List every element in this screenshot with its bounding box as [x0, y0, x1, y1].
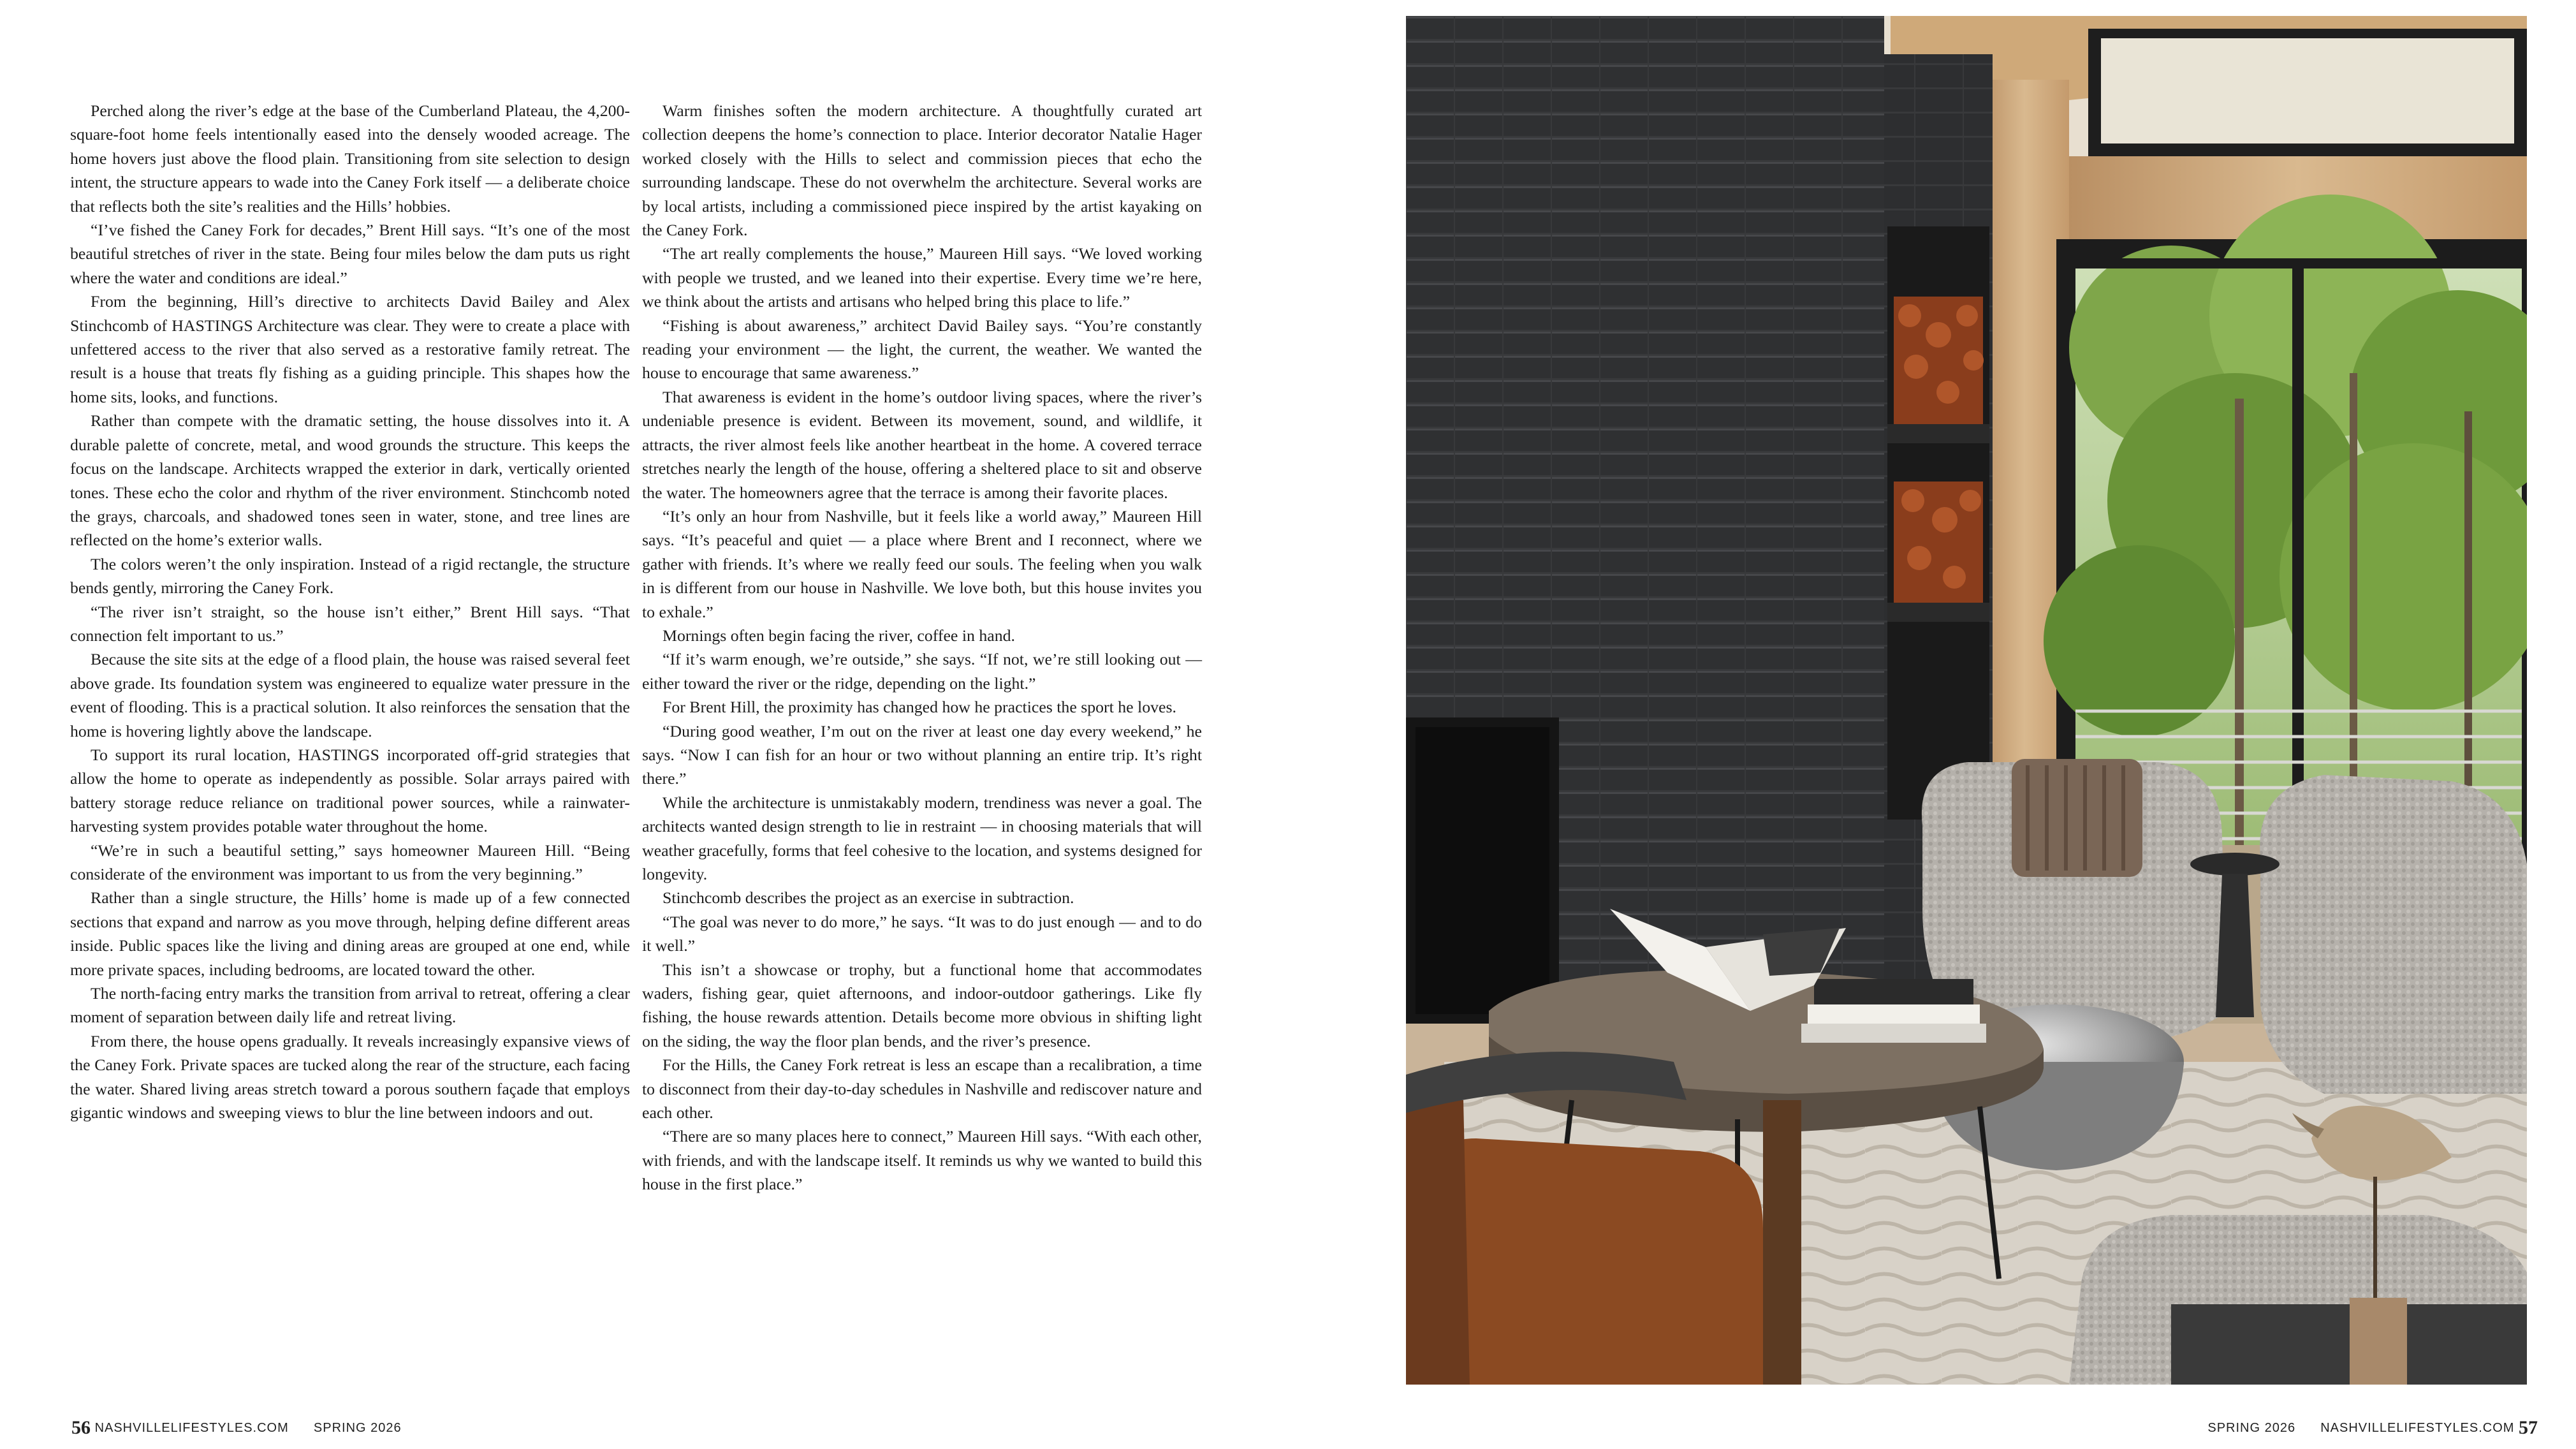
article-paragraph: From the beginning, Hill’s directive to architects David Bailey and Alex Stinchcomb of HASTINGS Architecture was clear. They were to create a place with unfettered access to the river that also served as a restorative family retreat. The result is a house that treats fly fishing as a guiding principle. This shapes how the home sits, looks, and functions.: [70, 292, 630, 406]
article-paragraph: For the Hills, the Caney Fork retreat is less an escape than a recalibration, a time to disconnect from their day-to-day schedules in Nashville and rediscover nature and each other.: [642, 1055, 1202, 1122]
article-paragraph: “We’re in such a beautiful setting,” says homeowner Maureen Hill. “Being considerate of the environment was important to us from the very beginning.”: [70, 841, 630, 883]
article-paragraph: Warm finishes soften the modern architecture. A thoughtfully curated art collection deepens the home’s connection to place. Interior decorator Natalie Hager worked closely with the Hills to select and commission pieces that echo the surrounding landscape. These do not overwhelm the architecture. Several works are by local artists, including a commissioned piece inspired by the artist kayaking on the Caney Fork.: [642, 101, 1202, 240]
article-paragraph: “The river isn’t straight, so the house isn’t either,” Brent Hill says. “That connection felt important to us.”: [70, 602, 630, 645]
article-paragraph: The north-facing entry marks the transition from arrival to retreat, offering a clear moment of separation between daily life and retreat living.: [70, 984, 630, 1027]
article-paragraph: “There are so many places here to connect,” Maureen Hill says. “With each other, with friends, and with the landscape itself. It reminds us why we wanted to build this house in the first place.”: [642, 1127, 1202, 1194]
page-number-left: 56: [71, 1417, 91, 1438]
footer-right: [2207, 1417, 2538, 1439]
article-column-right: [642, 99, 1202, 1196]
article-paragraph: “If it’s warm enough, we’re outside,” she says. “If not, we’re still looking out — either toward the river or the ridge, depending on the light.”: [642, 650, 1202, 693]
article-paragraph: Perched along the river’s edge at the base of the Cumberland Plateau, the 4,200-square-foot home feels intentionally eased into the densely wooded acreage. The home hovers just above the flood plain. Transitioning from site selection to design intent, the structure appears to wade into the Caney Fork itself — a deliberate choice that reflects both the site’s realities and the Hills’ hobbies.: [70, 101, 630, 216]
article-paragraph: From there, the house opens gradually. It reveals increasingly expansive views of the Caney Fork. Private spaces are tucked along the rear of the structure, each facing the water. Shared living areas stretch toward a porous southern façade that employs gigantic windows and sweeping views to blur the line between indoors and out.: [70, 1031, 630, 1122]
article-paragraph: That awareness is evident in the home’s outdoor living spaces, where the river’s undeniable presence is evident. Between its movement, sound, and wildlife, it attracts, the river almost feels like another heartbeat in the home. A covered terrace stretches nearly the length of the house, offering a sheltered place to sit and observe the water. The homeowners agree that the terrace is among their favorite places.: [642, 387, 1202, 502]
article-paragraph: “During good weather, I’m out on the river at least one day every weekend,” he says. “Now I can fish for an hour or two without planning an entire trip. It’s right there.”: [642, 721, 1202, 788]
footer-left: [71, 1417, 402, 1439]
article-paragraph: Mornings often begin facing the river, coffee in hand.: [662, 626, 1015, 645]
article-paragraph: “It’s only an hour from Nashville, but it feels like a world away,” Maureen Hill says. “It’s peaceful and quiet — a place where Brent and I reconnect, where we gather with friends. It’s where we really feed our souls. The feeling when you walk in is different from our house in Nashville. We love both, but this house invites you to exhale.”: [642, 506, 1202, 621]
article-paragraph: Rather than compete with the dramatic setting, the house dissolves into it. A durable palette of concrete, metal, and wood grounds the structure. This keeps the focus on the landscape. Architects wrapped the exterior in dark, vertically oriented tones. These echo the color and rhythm of the river environment. Stinchcomb noted the grays, charcoals, and shadowed tones seen in water, stone, and tree lines are reflected on the home’s exterior walls.: [70, 411, 630, 550]
site-url-left: NASHVILLELIFESTYLES.COM: [94, 1421, 289, 1435]
article-paragraph: The colors weren’t the only inspiration. Instead of a rigid rectangle, the structure bends gently, mirroring the Caney Fork.: [70, 554, 630, 598]
article-paragraph: This isn’t a showcase or trophy, but a functional home that accommodates waders, fishing gear, quiet afternoons, and indoor-outdoor gatherings. Like fly fishing, the house rewards attention. Details become more obvious in shifting light on the siding, the way the floor plan bends, and the river’s presence.: [642, 960, 1202, 1050]
article-paragraph: For Brent Hill, the proximity has changed how he practices the sport he loves.: [662, 698, 1176, 717]
page-number-right: 57: [2519, 1417, 2538, 1438]
article-column-left: [70, 99, 630, 1124]
article-paragraph: Stinchcomb describes the project as an exercise in subtraction.: [662, 888, 1074, 908]
article-paragraph: “The goal was never to do more,” he says. “It was to do just enough — and to do it well.”: [642, 912, 1202, 955]
site-url-right: NASHVILLELIFESTYLES.COM: [2320, 1421, 2515, 1435]
issue-left: SPRING 2026: [313, 1421, 402, 1435]
article-paragraph: To support its rural location, HASTINGS incorporated off-grid strategies that allow the home to operate as independently as possible. Solar arrays paired with battery storage reduce reliance on traditional power sources, while a rainwater-harvesting system provides potable water throughout the home.: [70, 745, 630, 836]
article-paragraph: “Fishing is about awareness,” architect David Bailey says. “You’re constantly reading your environment — the light, the current, the weather. We wanted the house to encourage that same awareness.”: [642, 316, 1202, 383]
article-paragraph: Because the site sits at the edge of a flood plain, the house was raised several feet above grade. Its foundation system was engineered to equalize water pressure in the event of flooding. This is a practical solution. It also reinforces the sensation that the home is hovering lightly above the landscape.: [70, 650, 630, 740]
article-paragraph: Rather than a single structure, the Hills’ home is made up of a few connected sections that expand and narrow as you move through, helping define different areas inside. Public spaces like the living and dining areas are grouped at one end, while more private spaces, including bedrooms, are located toward the other.: [70, 888, 630, 979]
article-paragraph: “I’ve fished the Caney Fork for decades,” Brent Hill says. “It’s one of the most beautiful stretches of river in the state. Being four miles below the dam puts us right where the water and conditions are ideal.”: [70, 221, 630, 287]
article-paragraph: “The art really complements the house,” Maureen Hill says. “We loved working with people we trusted, and we leaned into their expertise. Every time we’re here, we think about the artists and artisans who helped bring this place to life.”: [642, 244, 1202, 311]
article-paragraph: While the architecture is unmistakably modern, trendiness was never a goal. The architects wanted design strength to lie in restraint — in choosing materials that will weather gracefully, forms that feel cohesive to the location, and systems designed for longevity.: [642, 793, 1202, 883]
living-room-photo: [1406, 16, 2527, 1385]
issue-right: SPRING 2026: [2207, 1421, 2296, 1435]
